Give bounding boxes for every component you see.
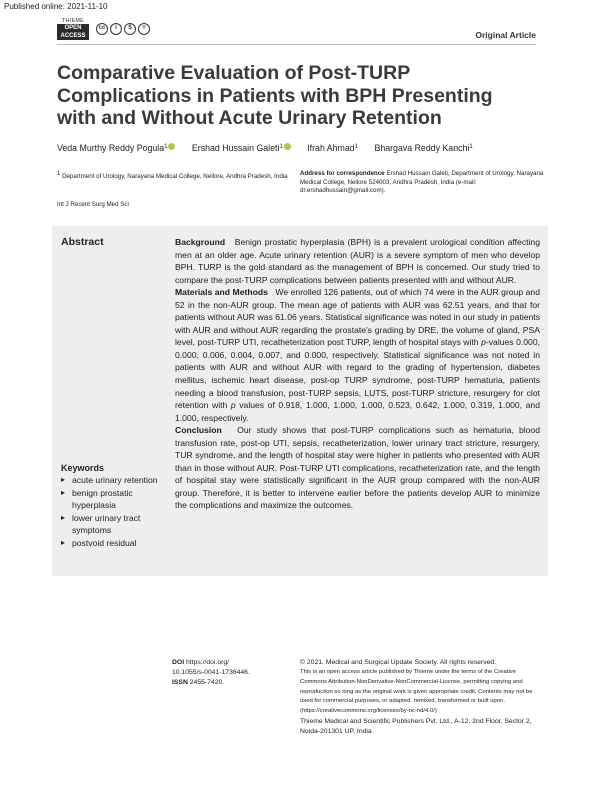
author-affil-sup: 1 (279, 144, 283, 150)
by-icon: i (110, 23, 122, 35)
keyword-item: ▸ lower urinary tract symptoms (61, 512, 169, 537)
orcid-icon[interactable] (284, 143, 291, 150)
copyright-block (300, 658, 540, 737)
author-name[interactable]: Ifrah Ahmad (307, 143, 355, 153)
doi-value: 10.1055/s-0041-1736446. (172, 669, 250, 677)
background-label: Background (175, 237, 226, 247)
copyright-line: © 2021. Medical and Surgical Update Society. All rights reserved. (300, 659, 497, 666)
conclusion-text: Our study shows that post-TURP complications such as hematuria, blood transfusion rate, post-op UTI, sepsis, recatheterization, lower urinary tract stricture, resurgery, TUR syndrome, and the length of hospital stay were higher in patients who presented with AUR than in those without AUR. Post-TURP UTI complications, recatheterization rate, and the length of hospital stay were statistically significant in the AUR group compared with the non-AUR group. Therefore, it is better to intervene earlier before the patients develop AUR to minimize the complications and maximize the outcomes. (175, 425, 540, 511)
issn-value: 2455-7420. (189, 679, 225, 687)
abstract-methods (175, 286, 540, 424)
license-text: This is an open access article published by Thieme under the terms of the Creative Commons Attribution-NonDerivative-NonCommercial-License, permitting copying and reproduction so long as the original work is given appropriate credit. Contents may not be used for commercial purposes, or adapted, remixed, transformed or built upon. (https://creativecommons.org/licenses/by-nc-nd/4.0/) (300, 669, 533, 715)
keyword-item: ▸ benign prostatic hyperplasia (61, 487, 169, 512)
author-name[interactable]: Veda Murthy Reddy Pogula (57, 143, 165, 153)
correspondence (300, 170, 550, 196)
abstract-body (175, 236, 540, 512)
methods-label: Materials and Methods (175, 287, 268, 298)
author-affil-sup: 1 (469, 144, 473, 150)
abstract-heading: Abstract (61, 236, 104, 248)
background-text: Benign prostatic hyperplasia (BPH) is a prevalent urological condition affecting men at an older age. Acute urinary retention (AUR) is a severe symptom of men who develop BPH. TURP is the gold standard as the management of BPH is concerned. Our study tried to compare the post-TURP complications between patients presented with and without AUR. (175, 237, 540, 285)
creative-commons-icons (96, 23, 150, 35)
cc-icon: cc (96, 23, 108, 35)
correspondence-label: Address for correspondence (300, 170, 385, 177)
publisher-address: Thieme Medical and Scientific Publishers Pvt. Ltd., A-12, 2nd Floor, Sector 2, Noida-201301 UP, India (300, 717, 532, 735)
affiliation-sup: 1 (57, 171, 61, 177)
p-symbol: p (481, 337, 486, 348)
abstract-conclusion (175, 424, 540, 512)
issn-label: ISSN (172, 679, 188, 687)
doi-block (172, 658, 250, 689)
logo-open-access-block (57, 24, 89, 40)
affiliation (57, 170, 292, 182)
keywords-list (61, 474, 169, 549)
author-affil-sup: 1 (354, 144, 359, 150)
header-divider (57, 44, 536, 45)
thieme-open-access-logo (57, 18, 89, 40)
article-title: Comparative Evaluation of Post-TURP Complications in Patients with BPH Presenting with and Without Acute Urinary Retention (57, 62, 493, 129)
abstract-background (175, 236, 540, 286)
correspondence-text: Ershad Hussain Galeti, Department of Urology, Narayana Medical College, Nellore 524003, Andhra Pradesh, India (e-mail: dr.ershadhussain@gmail.com). (300, 170, 544, 194)
affiliation-text: Department of Urology, Narayana Medical College, Nellore, Andhra Pradesh, India (62, 173, 288, 180)
doi-link[interactable]: https://doi.org/ (185, 659, 230, 666)
logo-open-text: OPEN (64, 25, 82, 31)
keywords-block (61, 462, 169, 549)
article-type: Original Article (475, 30, 536, 40)
keyword-item: ▸ postvoid residual (61, 537, 169, 550)
keywords-heading: Keywords (61, 463, 105, 473)
logo-access-text: ACCESS (60, 32, 86, 39)
author-list (57, 143, 547, 153)
p-symbol: p (230, 400, 236, 411)
orcid-icon[interactable] (168, 143, 175, 150)
author-affil-sup: 1 (164, 144, 168, 150)
methods-text: -values 0.000, 0.000, 0.006, 0.004, 0.007, and 0.000, respectively. Statistical significance was not noted in patients with AUR and without AUR with regard to the grading of hypertension, diabetes mellitus, ischemic heart disease, post-op TURP syndrome, post-TURP hematuria, patients needing a blood transfusion, post-TURP sepsis, LUTS, post-TURP stricture, resurgery for clot retention with (175, 337, 540, 411)
keyword-item: ▸ acute urinary retention (61, 474, 169, 487)
logo-thieme-text: THIEME (62, 18, 84, 24)
author-name[interactable]: Ershad Hussain Galeti (191, 143, 280, 153)
doi-label: DOI (172, 659, 185, 666)
conclusion-label: Conclusion (175, 425, 222, 436)
author-name[interactable]: Bhargava Reddy Kanchi (374, 143, 470, 153)
published-date: Published online: 2021-11-10 (4, 2, 108, 11)
methods-text: values of 0.918, 1.000, 1.000, 1.000, 0.523, 0.642, 1.000, 0.319, 1.000, and 1.000, respectively. (175, 400, 540, 423)
journal-name: Int J Recent Surg Med Sci (57, 201, 129, 208)
nc-icon: $ (124, 23, 136, 35)
methods-text: We enrolled 126 patients, out of which 74 were in the AUR group and 52 in the non-AUR group. The mean age of patients with AUR was 62.51 years, and that for patients without AUR was 61.06 years. Statistical significance was noted in our study in patients with AUR and without AUR regarding the prostate's grading by DRE, the volume of gland, PSA level, post-TURP UTI, recatheterization post TURP, length of hospital stays with (175, 287, 540, 348)
nd-icon: = (138, 23, 150, 35)
